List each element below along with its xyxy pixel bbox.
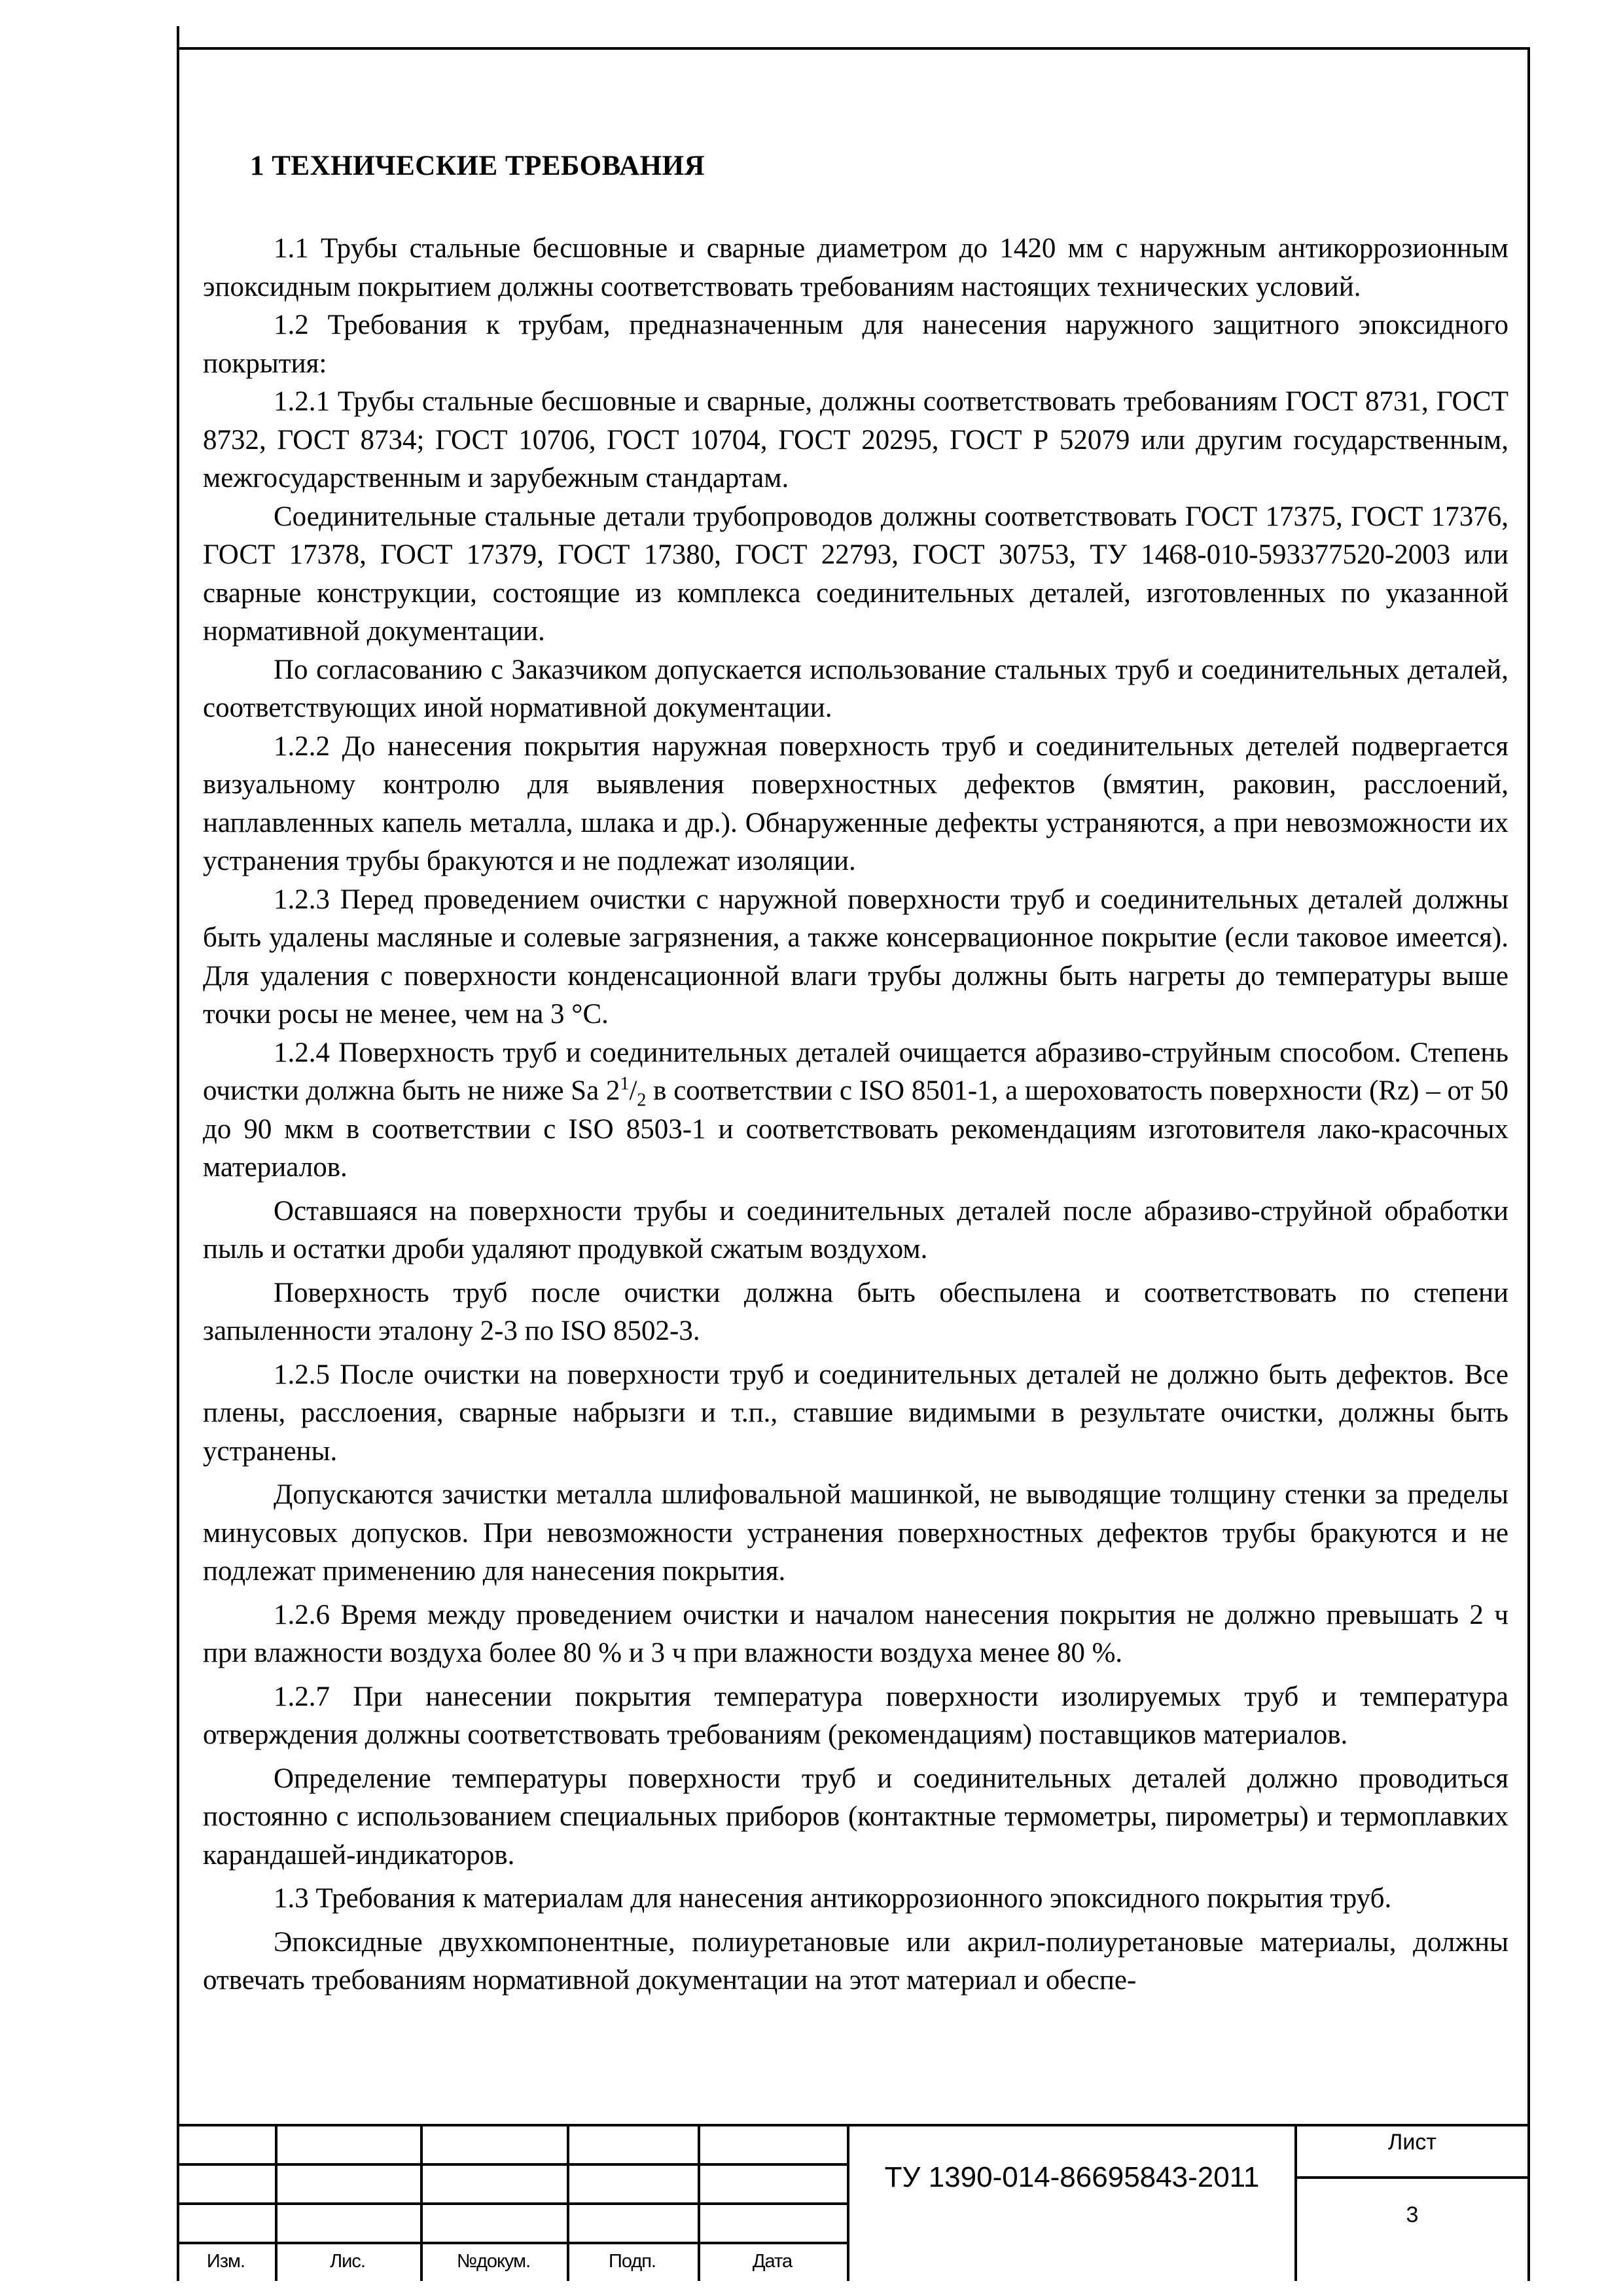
paragraph-1-2-4-end: в соответствии с ISO 8501-1, а шероховатость поверхности (Rz) – от 50 до 90 мкм в соответствии с ISO 8503-1 и соответствовать рекомендациям изготовителя лако-красочных материалов. <box>203 1075 1508 1183</box>
paragraph-temperature: Определение температуры поверхности труб и соединительных деталей должно проводиться постоянно с использованием специальных приборов (контактные термометры, пирометры) и термоплавких карандашей-индикаторов. <box>203 1763 1508 1871</box>
section-heading: 1 ТЕХНИЧЕСКИЕ ТРЕБОВАНИЯ <box>250 151 705 181</box>
document-code: ТУ 1390-014-86695843-2011 <box>884 2161 1260 2193</box>
page-frame-top-line <box>177 47 1529 50</box>
document-body <box>203 147 1508 2000</box>
stamp-label-lis: Лис. <box>330 2251 365 2272</box>
fraction-slash: / <box>629 1075 637 1106</box>
paragraph-1-2-1: 1.2.1 Трубы стальные бесшовные и сварные, должны соответствовать требованиям ГОСТ 8731, ГОСТ 8732, ГОСТ 8734; ГОСТ 10706, ГОСТ 10704, ГОСТ 20295, ГОСТ Р 52079 или другим государственным, межгосударственным и зарубежным стандартам. <box>203 386 1508 493</box>
fraction-numerator: 1 <box>620 1073 630 1094</box>
stamp-label-podp: Подп. <box>608 2251 656 2272</box>
paragraph-1-2-4 <box>203 1034 1508 1187</box>
paragraph-1-2: 1.2 Требования к трубам, предназначенным для нанесения наружного защитного эпоксидного покрытия: <box>203 310 1508 379</box>
paragraph-materials: Эпоксидные двухкомпонентные, полиуретановые или акрил-полиуретановые материалы, должны отвечать требованиям нормативной документации на этот материал и обеспе- <box>203 1926 1508 1996</box>
paragraph-1-2-2: 1.2.2 До нанесения покрытия наружная поверхность труб и соединительных детелей подвергается визуальному контролю для выявления поверхностных дефектов (вмятин, раковин, расслоений, наплавленных капель металла, шлака и др.). Обнаруженные дефекты устраняются, а при невозможности их устранения трубы бракуются и не подлежат изоляции. <box>203 730 1508 876</box>
sheet-label: Лист <box>1388 2130 1436 2155</box>
page-frame-right-line <box>1527 47 1530 2178</box>
paragraph-1-2-6: 1.2.6 Время между проведением очистки и началом нанесения покрытия не должно превышать 2 ч при влажности воздуха более 80 % и 3 ч при влажности воздуха менее 80 %. <box>203 1599 1508 1668</box>
paragraph-customer-agreement: По согласованию с Заказчиком допускается использование стальных труб и соединительных деталей, соответствующих иной нормативной документации. <box>203 654 1508 723</box>
stamp-label-izm: Изм. <box>206 2251 245 2272</box>
stamp-label-data: Дата <box>752 2251 793 2272</box>
paragraph-1-2-4-start: 1.2.4 Поверхность труб и соединительных деталей очищается абразиво-струйным способом. Степень очистки должна быть не ниже Sa 2 <box>203 1037 1508 1106</box>
paragraph-1-2-7: 1.2.7 При нанесении покрытия температура поверхности изолируемых труб и температура отверждения должны соответствовать требованиям (рекомендациям) поставщиков материалов. <box>203 1681 1508 1750</box>
paragraph-1-2-5: 1.2.5 После очистки на поверхности труб и соединительных деталей не должно быть дефектов. Все плены, расслоения, сварные набрызги и т.п., ставшие видимыми в результате очистки, должны быть устранены. <box>203 1359 1508 1467</box>
title-block-stamp <box>177 2124 1530 2281</box>
paragraph-grinding: Допускаются зачистки металла шлифовальной машинкой, не выводящие толщину стенки за пределы минусовых допусков. При невозможности устранения поверхностных дефектов трубы бракуются и не подлежат применению для нанесения покрытия. <box>203 1479 1508 1587</box>
stamp-label-dokum: №докум. <box>456 2251 531 2272</box>
sheet-number: 3 <box>1406 2202 1419 2227</box>
paragraph-dust-removal: Оставшаяся на поверхности трубы и соединительных деталей после абразиво-струйной обработки пыль и остатки дроби удаляют продувкой сжатым воздухом. <box>203 1195 1508 1265</box>
paragraph-1-2-3: 1.2.3 Перед проведением очистки с наружной поверхности труб и соединительных деталей должны быть удалены масляные и солевые загрязнения, а также консервационное покрытие (если таковое имеется). Для удаления с поверхности конденсационной влаги трубы должны быть нагреты до температуры выше точки росы не менее, чем на 3 °С. <box>203 884 1508 1030</box>
paragraph-fittings: Соединительные стальные детали трубопроводов должны соответствовать ГОСТ 17375, ГОСТ 17376, ГОСТ 17378, ГОСТ 17379, ГОСТ 17380, ГОСТ 22793, ГОСТ 30753, ТУ 1468-010-593377520-2003 или сварные конструкции, состоящие из комплекса соединительных деталей, изготовленных по указанной нормативной документации. <box>203 501 1508 647</box>
paragraph-dust-level: Поверхность труб после очистки должна быть обеспылена и соответствовать по степени запыленности эталону 2-3 по ISO 8502-3. <box>203 1277 1508 1346</box>
paragraph-1-1: 1.1 Трубы стальные бесшовные и сварные диаметром до 1420 мм с наружным антикоррозионным эпоксидным покрытием должны соответствовать требованиям настоящих технических условий. <box>203 233 1508 302</box>
page-frame-left-line <box>177 26 179 2281</box>
paragraph-1-3: 1.3 Требования к материалам для нанесения антикоррозионного эпоксидного покрытия труб. <box>274 1883 1392 1914</box>
fraction-denominator: 2 <box>637 1090 647 1111</box>
